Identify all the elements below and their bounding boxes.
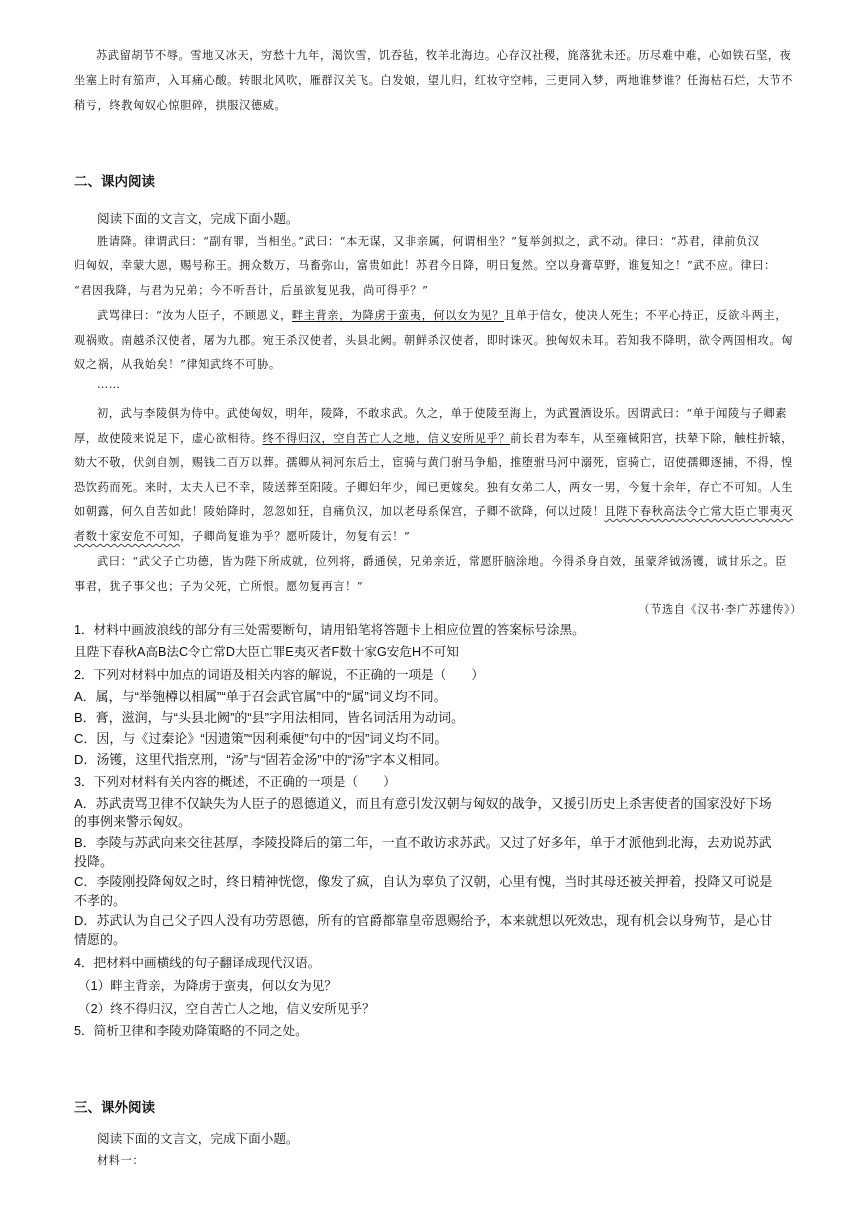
question-3-option-c-line-1: C．李陵刚投降匈奴之时，终日精神恍惚，像发了疯，自认为辜负了汉朝，心里有愧，当时其母还被关押着，投降又可说是 (74, 874, 773, 889)
passage-p3-line-5 (74, 503, 793, 519)
question-2-option-d: D．汤镬，这里代指烹刑，“汤”与“固若金汤”中的“汤”字本义相同。 (74, 752, 448, 767)
passage-p3-line-3: 劾大不敬，伏剑自刎，赐钱二百万以葬。孺卿从祠河东后土，宦骑与黄门驸马争船，推堕驸马河中溺死，宦骑亡，诏使孺卿逐捕，不得，惶 (74, 456, 794, 469)
passage-ellipsis: …… (97, 378, 121, 391)
passage-p2-line-3: 奴之祸，从我始矣！”律知武终不可胁。 (74, 358, 281, 371)
question-3-option-b-line-2: 投降。 (74, 854, 114, 869)
intro-line-3: 稍亏，终教匈奴心惊胆碎，拱服汉德威。 (74, 99, 287, 112)
passage-source: （节选自《汉书·李广苏建传》） (638, 603, 802, 616)
passage-text: 厚，故使陵来说足下，虚心欲相待。 (74, 432, 263, 445)
question-3-option-d-line-1: D．苏武认为自己父子四人没有功劳恩德，所有的官爵都靠皇帝恩赐给予，本来就想以死效忠，现有机会以身殉节，是心甘 (74, 913, 773, 928)
question-5: 5．简析卫律和李陵劝降策略的不同之处。 (74, 1024, 308, 1038)
question-3-option-a-line-1: A．苏武责骂卫律不仅缺失为人臣子的恩德道义，而且有意引发汉朝与匈奴的战争，又援引历史上杀害使者的国家没好下场 (74, 796, 772, 811)
passage-p1-line-3: “君因我降，与君为兄弟；今不听吾计，后虽欲复见我，尚可得乎？” (74, 284, 429, 297)
passage-p2-line-2: 观祸败。南越杀汉使者，屠为九郡。宛王杀汉使者，头县北阙。朝鲜杀汉使者，即时诛灭。独匈奴未耳。若知我不降明，欲令两国相攻。匈 (74, 334, 794, 347)
question-3-option-c-line-2: 不孝的。 (74, 893, 127, 908)
section-heading-extracurricular: 三、课外阅读 (74, 1100, 155, 1115)
wavy-underline-part-1: 且陛下春秋高法令亡常大臣亡罪夷灭 (604, 505, 794, 518)
section-3-instruction: 阅读下面的文言文，完成下面小题。 (97, 1132, 299, 1146)
passage-p3-line-2 (74, 430, 793, 446)
question-3-option-a-line-2: 的事例来警示匈奴。 (74, 814, 192, 829)
wavy-underline-part-2: 者数十家安危不可知 (74, 530, 181, 543)
passage-p2-line-1 (97, 307, 787, 323)
question-2: 2．下列对材料中加点的词语及相关内容的解说，不正确的一项是（ ） (74, 668, 485, 682)
passage-text: 前长君为奉车，从至雍棫阳宫，扶辇下除，触柱折辕， (510, 432, 794, 445)
passage-text: 且单于信女，使决人死生；不平心持正，反欲斗两主， (504, 309, 788, 322)
question-4-item-2: （2）终不得归汉，空自苦亡人之地，信义安所见乎？ (78, 1002, 375, 1016)
question-2-option-c: C．因，与《过秦论》“因遗策”“因利乘便”句中的“因”词义均不同。 (74, 731, 448, 746)
question-3-option-b-line-1: B．李陵与苏武向来交往甚厚，李陵投降后的第二年，一直不敢访求苏武。又过了好多年，单于才派他到北海，去劝说苏武 (74, 835, 772, 850)
section-heading-in-class: 二、课内阅读 (74, 174, 155, 189)
passage-p4-line-2: 事君，犹子事父也；子为父死，亡所恨。愿勿复再言！” (74, 580, 364, 593)
question-1: 1．材料中画波浪线的部分有三处需要断句，请用铅笔将答题卡上相应位置的答案标号涂黑。 (74, 623, 585, 637)
passage-p3-line-1: 初，武与李陵俱为侍中。武使匈奴，明年，陵降，不敢求武。久之，单于使陵至海上，为武置酒设乐。因谓武曰：“单于闻陵与子卿素 (97, 407, 787, 420)
passage-p3-line-4: 恐饮药而死。来时，太夫人已不幸，陵送葬至阳陵。子卿妇年少，闻已更嫁矣。独有女弟二人，两女一男，今复十余年，存亡不可知。人生 (74, 481, 794, 494)
passage-p1-line-2: 归匈奴，幸蒙大恩，赐号称王。拥众数万，马畜弥山，富贵如此！苏君今日降，明日复然。空以身膏草野，谁复知之！”武不应。律曰： (74, 259, 776, 272)
underlined-sentence-2: 终不得归汉，空自苦亡人之地，信义安所见乎？ (262, 432, 511, 445)
question-2-option-b: B．膏，滋润，与“头县北阙”的“县”字用法相同，皆名词活用为动词。 (74, 710, 464, 725)
question-1-options: 且陛下春秋A高B法C令亡常D大臣亡罪E夷灭者F数十家G安危H不可知 (74, 645, 459, 659)
passage-text: ，子卿尚复谁为乎？愿听陵计，勿复有云！” (180, 530, 411, 543)
intro-line-2: 坐塞上时有笳声，入耳痛心酸。转眼北风吹，雁群汉关飞。白发娘，望儿归，红妆守空帏，三更同入梦，两地谁梦谁？任海枯石烂，大节不 (74, 74, 794, 87)
intro-line-1: 苏武留胡节不辱。雪地又冰天，穷愁十九年，渴饮雪，饥吞毡，牧羊北海边。心存汉社稷，旄落犹未还。历尽难中难，心如铁石坚，夜 (96, 49, 792, 62)
question-2-option-a: A．属，与“举匏樽以相属”“单于召会武官属”中的“属”词义均不同。 (74, 689, 447, 704)
section-instruction: 阅读下面的文言文，完成下面小题。 (97, 212, 299, 226)
material-label: 材料一： (97, 1154, 145, 1167)
underlined-sentence-1: 畔主背亲，为降虏于蛮夷，何以女为见？ (291, 309, 505, 322)
passage-text: 如朝露，何久自苦如此！陵始降时，忽忽如狂，自痛负汉，加以老母系保宫，子卿不欲降，何以过陵！ (74, 505, 605, 518)
passage-p4-line-1: 武曰：“武父子亡功德，皆为陛下所成就，位列将，爵通侯，兄弟亲近，常愿肝脑涂地。今得杀身自效，虽蒙斧钺汤镬，诚甘乐之。臣 (97, 555, 787, 568)
passage-text: 武骂律曰：“汝为人臣子，不顾恩义， (97, 309, 292, 322)
question-3: 3．下列对材料有关内容的概述，不正确的一项是（ ） (74, 775, 396, 789)
question-4-item-1: （1）畔主背亲，为降虏于蛮夷，何以女为见？ (78, 979, 337, 993)
question-4: 4．把材料中画横线的句子翻译成现代汉语。 (74, 956, 321, 970)
passage-p1-line-1: 胜请降。律谓武曰：“副有罪，当相坐。”武曰：“本无谋，又非亲属，何谓相坐？”复举剑拟之，武不动。律曰：“苏君，律前负汉 (97, 235, 760, 248)
passage-p3-line-6 (74, 528, 410, 544)
question-3-option-d-line-2: 情愿的。 (74, 932, 127, 947)
